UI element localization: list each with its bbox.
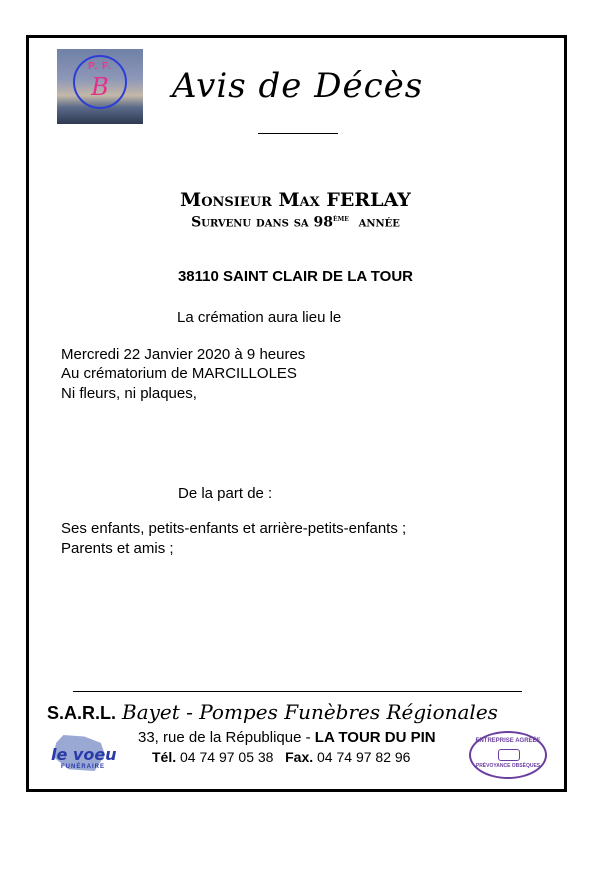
company-phones	[152, 749, 410, 765]
address-city: LA TOUR DU PIN	[314, 729, 436, 746]
seal-top-text: ENTREPRISE AGRÉÉE	[475, 738, 541, 744]
age-prefix: Survenu dans sa 98	[191, 214, 334, 231]
tel-label: Tél.	[152, 749, 177, 765]
deceased-place: 38110 SAINT CLAIR DE LA TOUR	[177, 268, 414, 285]
logo-initial: B	[91, 73, 109, 101]
page-title: Avis de Décès	[172, 66, 424, 106]
company-name	[47, 700, 498, 724]
address-street: 33, rue de la République -	[138, 729, 315, 746]
ceremony-flowers: Ni fleurs, ni plaques,	[61, 385, 197, 402]
tel-number: 04 74 97 05 38	[180, 749, 274, 765]
footer-divider	[73, 691, 522, 692]
seal-bottom-text: PRÉVOYANCE OBSÈQUES	[475, 763, 541, 769]
fax-number: 04 74 97 82 96	[317, 749, 411, 765]
ceremony-date: Mercredi 22 Janvier 2020 à 9 heures	[61, 346, 306, 363]
le-voeu-logo	[47, 735, 133, 773]
approved-company-seal	[469, 731, 547, 779]
voeu-logo-text: le voeu	[51, 745, 117, 764]
voeu-logo-subtext: FUNÉRAIRE	[61, 764, 106, 770]
logo-letters: P. F.	[88, 61, 112, 72]
fax-label: Fax.	[285, 749, 314, 765]
age-superscript: ème	[333, 214, 349, 224]
ceremony-intro: La crémation aura lieu le	[177, 309, 342, 326]
deceased-age	[0, 214, 591, 231]
age-suffix: année	[358, 214, 400, 231]
funeral-home-logo	[57, 49, 143, 124]
deceased-name: Monsieur Max FERLAY	[180, 189, 411, 211]
notice-frame	[26, 35, 567, 792]
ceremony-location: Au crématorium de MARCILLOLES	[61, 365, 297, 382]
company-address	[138, 729, 436, 746]
company-script-name: Bayet - Pompes Funèbres Régionales	[122, 700, 498, 724]
family-intro: De la part de :	[178, 485, 273, 502]
title-divider	[258, 133, 338, 134]
seal-emblem-icon	[498, 749, 520, 761]
family-line-children: Ses enfants, petits-enfants et arrière-petits-enfants ;	[61, 520, 407, 537]
company-abbr: S.A.R.L.	[47, 703, 117, 723]
family-line-parents: Parents et amis ;	[61, 540, 174, 557]
